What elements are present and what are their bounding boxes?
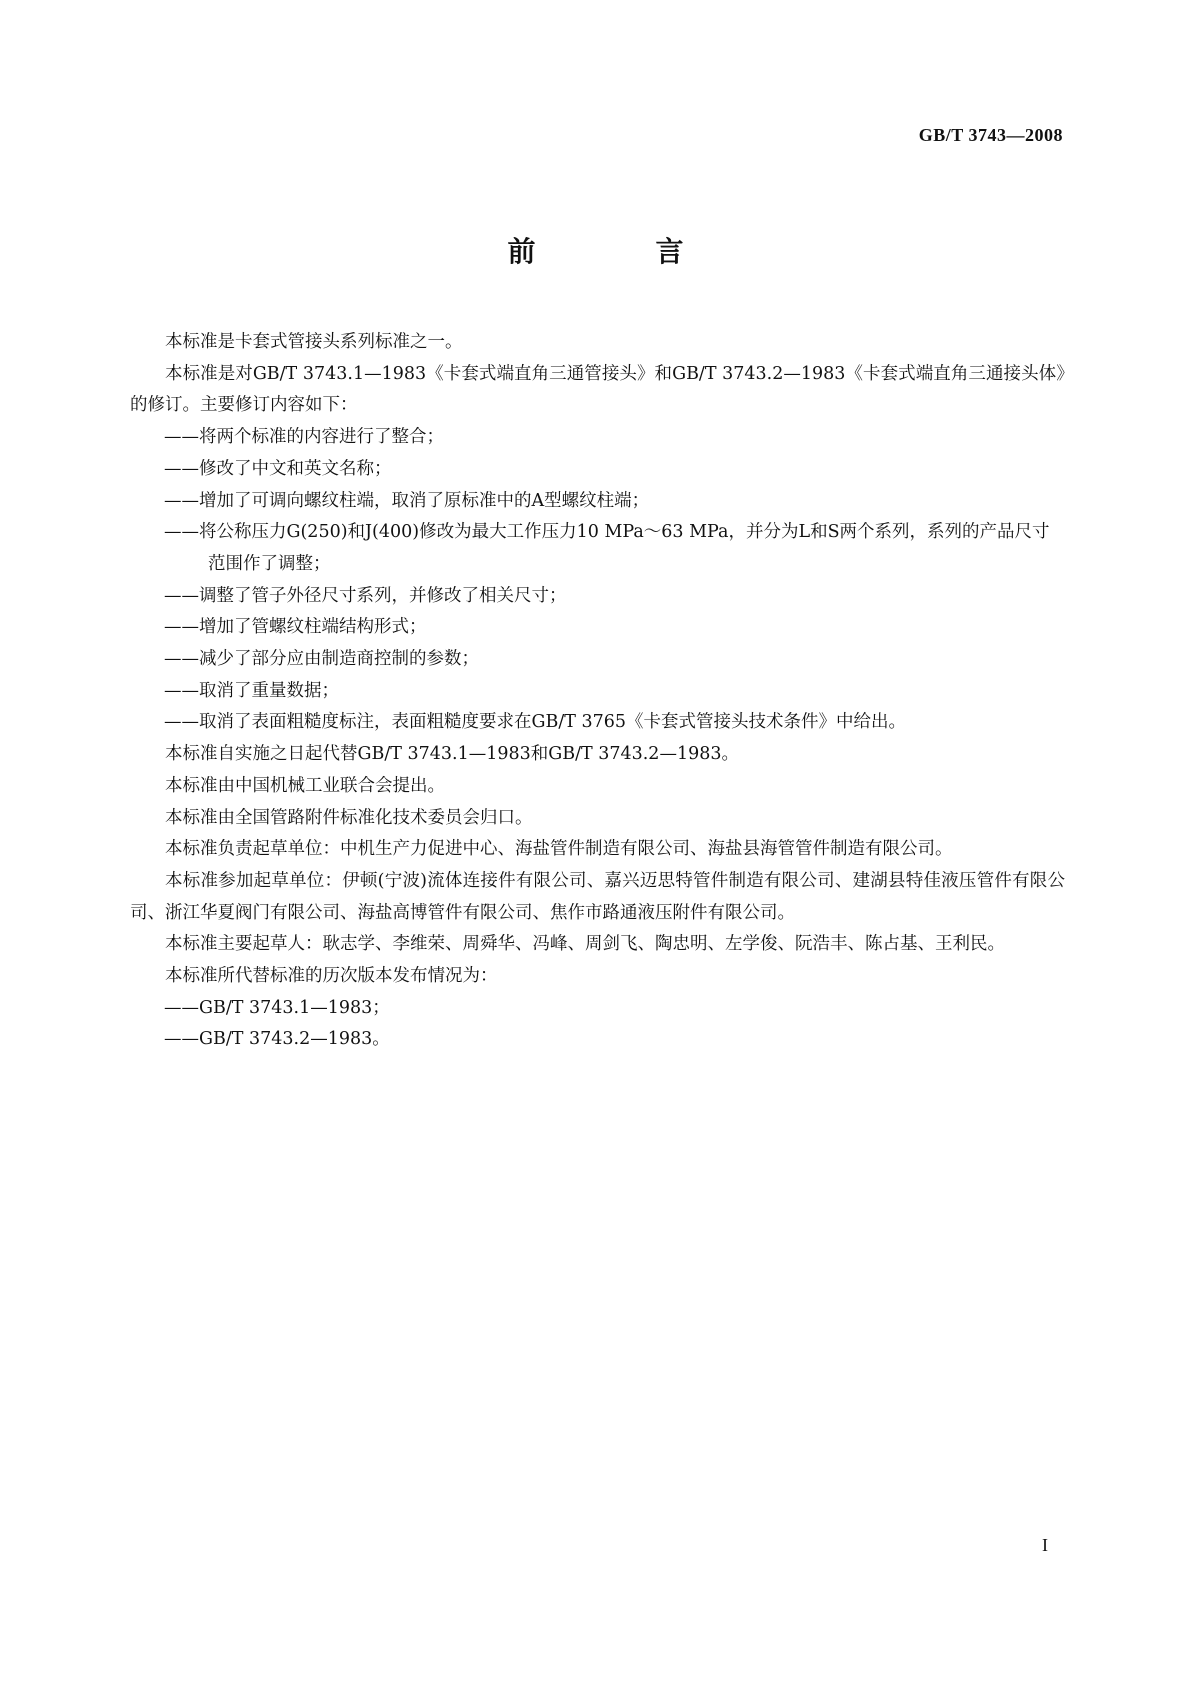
list-item: ——GB/T 3743.2—1983。 [164, 1029, 390, 1050]
paragraph: 本标准所代替标准的历次版本发布情况为： [165, 966, 498, 987]
foreword-body [130, 327, 1065, 1056]
list-item: ——调整了管子外径尺寸系列，并修改了相关尺寸； [164, 585, 567, 606]
paragraph: 本标准由中国机械工业联合会提出。 [165, 775, 445, 796]
list-item: ——取消了表面粗糙度标注，表面粗糙度要求在GB/T 3765《卡套式管接头技术条件》中给出。 [164, 712, 907, 733]
list-item: ——减少了部分应由制造商控制的参数； [164, 649, 479, 670]
paragraph: 本标准主要起草人：耿志学、李维荣、周舜华、冯峰、周剑飞、陶忠明、左学俊、阮浩丰、陈占基、王利民。 [165, 934, 1005, 955]
paragraph: 本标准自实施之日起代替GB/T 3743.1—1983和GB/T 3743.2—1983。 [165, 744, 739, 765]
paragraph: 本标准参加起草单位：伊顿(宁波)流体连接件有限公司、嘉兴迈思特管件制造有限公司、建湖县特佳液压管件有限公司、浙江华夏阀门有限公司、海盐高博管件有限公司、焦作市路通液压附件有限公司。 [130, 870, 1065, 923]
list-item: ——增加了可调向螺纹柱端，取消了原标准中的A型螺纹柱端； [164, 490, 650, 511]
paragraph: 本标准是对GB/T 3743.1—1983《卡套式端直角三通管接头》和GB/T 3743.2—1983《卡套式端直角三通接头体》的修订。主要修订内容如下： [130, 363, 1065, 416]
document-code: GB/T 3743—2008 [918, 125, 1063, 145]
paragraph: 本标准负责起草单位：中机生产力促进中心、海盐管件制造有限公司、海盐县海管管件制造有限公司。 [165, 839, 953, 860]
paragraph: 本标准是卡套式管接头系列标准之一。 [165, 332, 463, 352]
list-item: ——修改了中文和英文名称； [164, 458, 392, 479]
page-number: I [1042, 1535, 1048, 1555]
list-item: ——将公称压力G(250)和J(400)修改为最大工作压力10 MPa～63 MPa，并分为L和S两个系列，系列的产品尺寸范围作了调整； [164, 522, 1050, 574]
list-item: ——将两个标准的内容进行了整合； [164, 427, 444, 448]
paragraph: 本标准由全国管路附件标准化技术委员会归口。 [165, 807, 533, 828]
list-item: ——GB/T 3743.1—1983； [164, 997, 390, 1018]
list-item: ——增加了管螺纹柱端结构形式； [164, 617, 427, 638]
page-title: 前 言 [507, 235, 730, 268]
list-item: ——取消了重量数据； [164, 680, 339, 701]
